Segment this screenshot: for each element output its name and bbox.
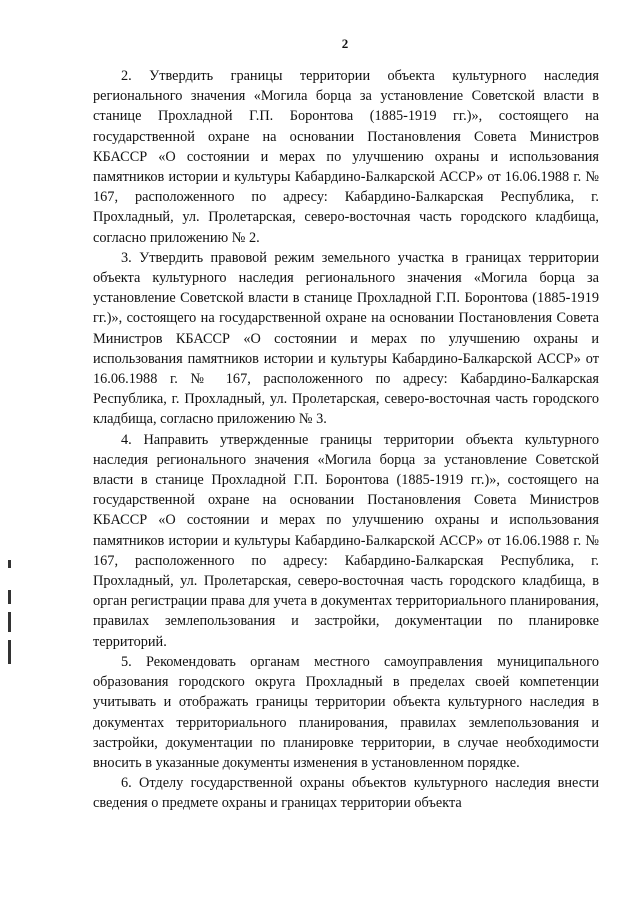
scan-mark <box>8 590 11 604</box>
scan-mark <box>8 560 11 568</box>
paragraph-4: 4. Направить утвержденные границы территории объекта культурного наследия регионального значения «Могила борца за установление Советской власти в станице Прохладной Г.П. Боронтова (1885-1919 гг.)», состоящего на государственной охране на основании Постановления Совета Министров КБАССР «О состоянии и мерах по улучшению охраны и использования памятников истории и культуры Кабардино-Балкарской АССР» от 16.06.1988 г. № 167, расположенного по адресу: Кабардино-Балкарская Республика, г. Прохладный, ул. Пролетарская, северо-восточная часть городского кладбища, в орган регистрации права для учета в документах территориального планирования, правилах землепользования и застройки, документации по планировке территорий. <box>93 431 599 650</box>
paragraph-2: 2. Утвердить границы территории объекта культурного наследия регионального значения «Могила борца за установление Советской власти в станице Прохладной Г.П. Боронтова (1885-1919 гг.)», состоящего на государственной охране на основании Постановления Совета Министров КБАССР «О состоянии и мерах по улучшению охраны и использования памятников истории и культуры Кабардино-Балкарской АССР» от 16.06.1988 г. № 167, расположенного по адресу: Кабардино-Балкарская Республика, г. Прохладный, ул. Пролетарская, северо-восточная часть городского кладбища, согласно приложению № 2. <box>93 68 599 246</box>
paragraph-3: 3. Утвердить правовой режим земельного участка в границах территории объекта культурного наследия регионального значения «Могила борца за установление Советской власти в станице Прохладной Г.П. Боронтова (1885-1919 гг.)», состоящего на государственной охране на основании Постановления Совета Министров КБАССР «О состоянии и мерах по улучшению охраны и использования памятников истории и культуры Кабардино-Балкарской АССР» от 16.06.1988 г. № 167, расположенного по адресу: Кабардино-Балкарская Республика, г. Прохладный, ул. Пролетарская, северо-восточная часть городского кладбища, согласно приложению № 3. <box>93 249 599 428</box>
scan-margin-marks <box>8 560 14 680</box>
scan-mark <box>8 612 11 632</box>
page-number: 2 <box>341 36 349 51</box>
scan-mark <box>8 640 11 664</box>
document-body <box>93 66 599 814</box>
paragraph-5: 5. Рекомендовать органам местного самоуправления муниципального образования городского округа Прохладный в пределах своей компетенции учитывать и отображать границы территории объекта культурного наследия в документах территориального планирования, правилах землепользования и застройки, документации по планировке территории, в случае необходимости вносить в указанные документы изменения в установленном порядке. <box>93 653 599 771</box>
paragraph-6: 6. Отделу государственной охраны объектов культурного наследия внести сведения о предмете охраны и границах территории объекта <box>93 775 599 812</box>
